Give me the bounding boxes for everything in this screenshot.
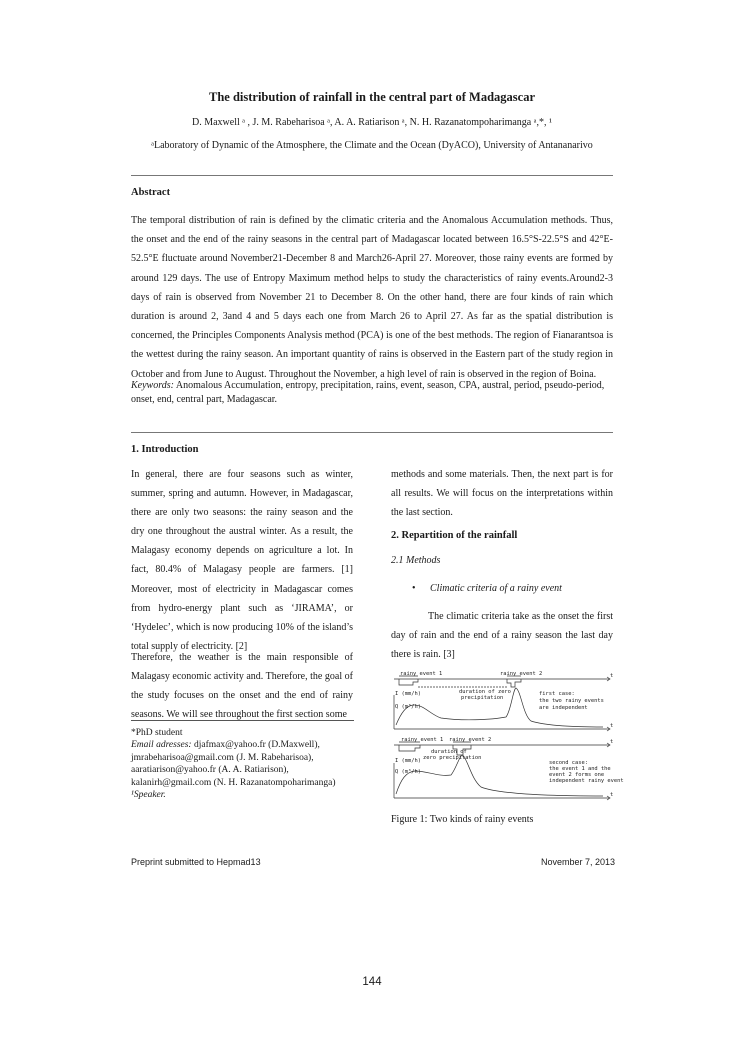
abstract-heading: Abstract (131, 187, 171, 198)
section-2-heading: 2. Repartition of the rainfall (391, 530, 518, 541)
footnote-speaker: ¹Speaker. (131, 790, 166, 801)
bottom-case-line-3: event 2 forms one (549, 772, 605, 778)
bullet-text: Climatic criteria of a rainy event (430, 583, 562, 594)
bottom-case-line-2: the event 1 and the (549, 766, 611, 772)
keywords-label: Keywords: (131, 380, 174, 391)
top-i-axis-label: I (mm/h) (395, 691, 421, 697)
top-event-1-label: rainy event 1 (400, 671, 443, 677)
bottom-q-axis-label: Q (m³/h) (395, 769, 421, 775)
bottom-case-line-4: independent rainy event (549, 778, 624, 784)
bottom-rain-event-1-bars (399, 745, 420, 751)
preprint-date: November 7, 2013 (541, 857, 616, 867)
bottom-t-flow-label: t (610, 792, 614, 798)
section-1-heading: 1. Introduction (131, 444, 199, 455)
top-case-line-3: are independent (539, 705, 588, 711)
keywords (131, 379, 613, 407)
footnote-email-4: kalanirh@gmail.com (N. H. Razanatompoharimanga) (131, 777, 336, 788)
footnote-rule (131, 720, 354, 721)
paper-title: The distribution of rainfall in the central part of Madagascar (208, 90, 536, 104)
preprint-note: Preprint submitted to Hepmad13 (131, 857, 261, 867)
top-event-2-label: rainy event 2 (500, 671, 543, 677)
top-t-rain-label: t (610, 673, 614, 679)
top-case-line-1: first case: (539, 691, 575, 697)
figure-top-labels (395, 671, 613, 729)
footnote-email-label: Email adresses: (131, 740, 192, 751)
top-q-axis-label: Q (m³/h) (395, 704, 421, 710)
top-case-line-2: the two rainy events (539, 698, 604, 704)
affiliation: ᵃLaboratory of Dynamic of the Atmosphere, the Climate and the Ocean (DyACO), University of Antananarivo (151, 140, 593, 151)
keywords-text: Anomalous Accumulation, entropy, precipitation, rains, event, season, CPA, austral, period, pseudo-period, onset, end, central part, Madagascar. (131, 380, 605, 405)
figure-bottom-labels (395, 737, 624, 798)
top-zero-label-2: precipitation (461, 695, 504, 701)
bottom-i-axis-label: I (mm/h) (395, 758, 421, 764)
climatic-criteria-paragraph: The climatic criteria take as the onset the first day of rain and the end of a rainy season the last day there is rain. [3] (391, 611, 613, 661)
methods-subheading: 2.1 Methods (391, 555, 441, 566)
bottom-zero-label-1: duration of (431, 749, 467, 755)
footnote (131, 727, 371, 801)
abstract-top-rule (131, 175, 613, 176)
intro-paragraph-1: In general, there are four seasons such as winter, summer, spring and autumn. However, in Madagascar, there are only two seasons: the rainy season and the dry one throughout the austral winter. As a result, the Malagasy economy depends on agriculture a lot. In fact, 80.4% of Malagasy people are farmers. [1] Moreover, most of electricity in Madagascar comes from hydro-energy plant such as ‘JIRAMA’, or ‘Hydelec’, which is now producing 10% of the island’s total supply of electricity. [2] (131, 469, 353, 652)
footnote-email-1: djafmax@yahoo.fr (D.Maxwell), (191, 740, 320, 751)
bottom-case-line-1: second case: (549, 760, 588, 766)
intro-paragraph-2: Therefore, the weather is the main responsible of Malagasy economic activity and. Therefore, the goal of the study focuses on the onset and the end of rainy seasons. We will see throughout the first section some (131, 652, 353, 721)
intro-continuation: methods and some materials. Then, the next part is for all results. We will focus on the interpretations within the last section. (391, 469, 613, 519)
rainy-events-figure (391, 671, 624, 811)
abstract-bottom-rule (131, 432, 613, 433)
bottom-zero-label-2: zero precipitation (423, 755, 482, 761)
footnote-phd: *PhD student (131, 728, 183, 738)
abstract-text: The temporal distribution of rain is defined by the climatic criteria and the Anomalous Accumulation methods. Thus, the onset and the end of the rainy seasons in the central part of Madagascar located between 16.5°S-22.5°S and 42°E-52.5°E fluctuate around November21-December 8 and March26-April 27. Moreover, those rainy events are formed by around 129 days. The use of Entropy Maximum method helps to study the characteristics of rainy events.Around2-3 days of rain is observed from November 21 to December 8. On the other hand, there are four kinds of rain which duration is around 2, 3and 4 and 5 days each one from March 26 to April 27. As far as the spatial distribution is concerned, the Principles Components Analysis method (PCA) is one of the best methods. The region of Fianarantsoa is the wettest during the rainy season. An important quantity of rains is observed in the Eastern part of the study region in October and from June to August. Throughout the November, a high level of rain is observed in the region of Boina. (131, 215, 613, 380)
figure-caption: Figure 1: Two kinds of rainy events (391, 814, 534, 825)
bottom-event-1-label: rainy event 1 (401, 737, 444, 743)
footnote-emails (131, 739, 371, 751)
footnote-email-2: jmrabeharisoa@gmail.com (J. M. Rabeharisoa), (131, 752, 314, 763)
top-t-flow-label: t (610, 723, 614, 729)
top-zero-label-1: duration of zero (459, 689, 511, 695)
footnote-email-3: aaratiarison@yahoo.fr (A. A. Ratiarison), (131, 765, 289, 776)
page-number: 144 (362, 976, 382, 988)
author-list: D. Maxwell ᵃ , J. M. Rabeharisoa ᵃ, A. A. Ratiarison ᵃ, N. H. Razanatompoharimanga ᵃ,*, ¹ (192, 117, 552, 128)
top-rain-event-2-bars (507, 679, 521, 687)
bottom-t-rain-label: t (610, 739, 614, 745)
bullet-icon: • (412, 583, 416, 594)
top-rain-event-1-bars (399, 679, 418, 685)
bottom-event-2-label: rainy event 2 (449, 737, 492, 743)
